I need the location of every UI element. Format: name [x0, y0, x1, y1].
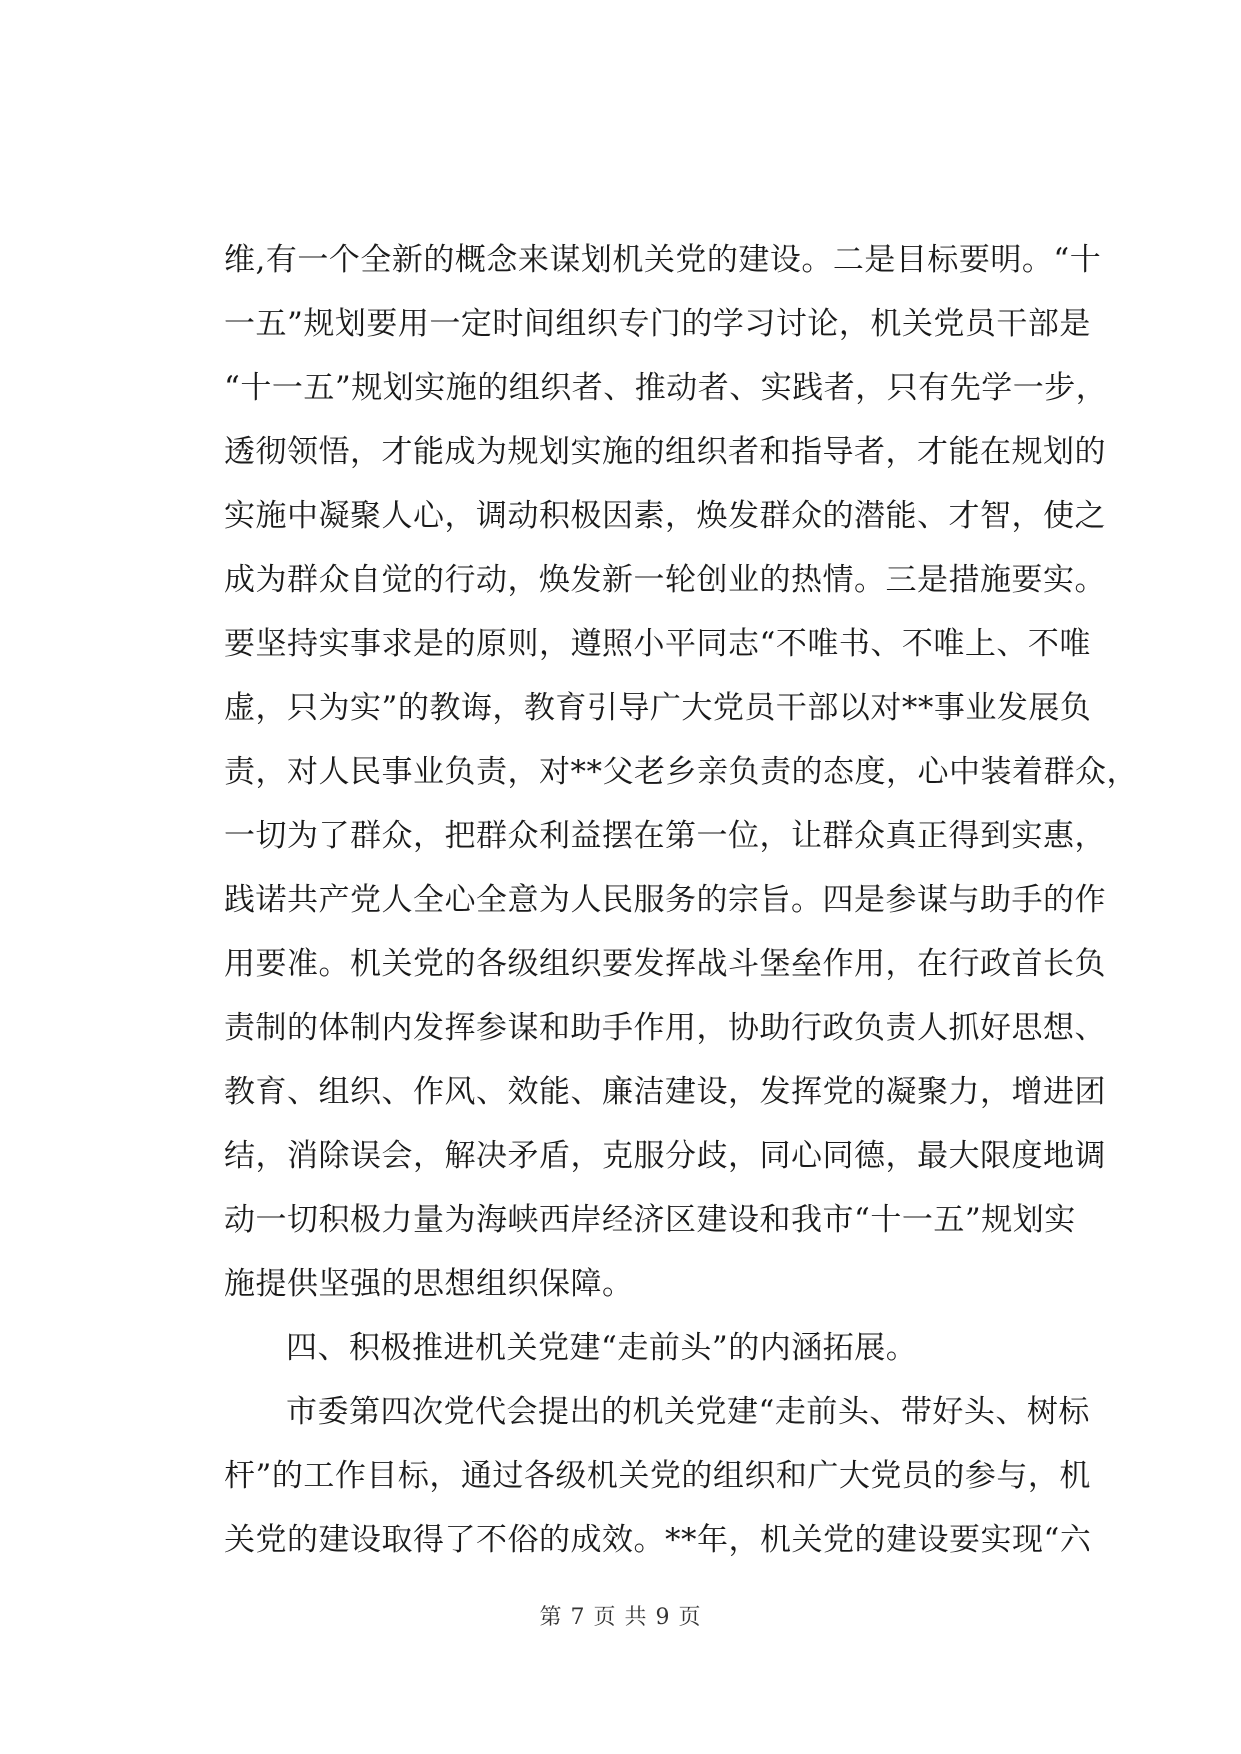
text-line: 践诺共产党人全心全意为人民服务的宗旨。四是参谋与助手的作 [224, 882, 1106, 918]
text-line: 杆”的工作目标，通过各级机关党的组织和广大党员的参与，机 [224, 1458, 1091, 1494]
text-line: 动一切积极力量为海峡西岸经济区建设和我市“十一五”规划实 [224, 1202, 1076, 1238]
text-line: 结，消除误会，解决矛盾，克服分歧，同心同德，最大限度地调 [224, 1138, 1106, 1174]
text-line: “十一五”规划实施的组织者、推动者、实践者，只有先学一步， [224, 370, 1108, 406]
text-line: 一切为了群众，把群众利益摆在第一位，让群众真正得到实惠， [224, 818, 1106, 854]
body-text [224, 228, 1138, 1572]
text-line: 要坚持实事求是的原则，遵照小平同志“不唯书、不唯上、不唯 [224, 626, 1091, 662]
text-line: 一五”规划要用一定时间组织专门的学习讨论，机关党员干部是 [224, 306, 1091, 342]
text-line: 虚，只为实”的教诲，教育引导广大党员干部以对**事业发展负 [224, 690, 1092, 726]
text-line: 市委第四次党代会提出的机关党建“走前头、带好头、树标 [286, 1394, 1090, 1430]
text-line: 透彻领悟，才能成为规划实施的组织者和指导者，才能在规划的 [224, 434, 1106, 470]
text-line: 责制的体制内发挥参谋和助手作用，协助行政负责人抓好思想、 [224, 1010, 1106, 1046]
section-heading: 四、积极推进机关党建“走前头”的内涵拓展。 [286, 1330, 918, 1366]
text-line: 关党的建设取得了不俗的成效。**年，机关党的建设要实现“六 [224, 1522, 1092, 1558]
text-line: 维,有一个全新的概念来谋划机关党的建设。二是目标要明。“十 [224, 242, 1102, 278]
text-line: 实施中凝聚人心，调动积极因素，焕发群众的潜能、才智，使之 [224, 498, 1106, 534]
text-line: 教育、组织、作风、效能、廉洁建设，发挥党的凝聚力，增进团 [224, 1074, 1106, 1110]
text-line: 用要准。机关党的各级组织要发挥战斗堡垒作用，在行政首长负 [224, 946, 1106, 982]
text-line: 施提供坚强的思想组织保障。 [224, 1266, 634, 1302]
page-number-footer: 第 7 页 共 9 页 [539, 1605, 702, 1630]
text-line: 成为群众自觉的行动，焕发新一轮创业的热情。三是措施要实。 [224, 562, 1106, 598]
text-line: 责，对人民事业负责，对**父老乡亲负责的态度，心中装着群众， [224, 754, 1138, 790]
